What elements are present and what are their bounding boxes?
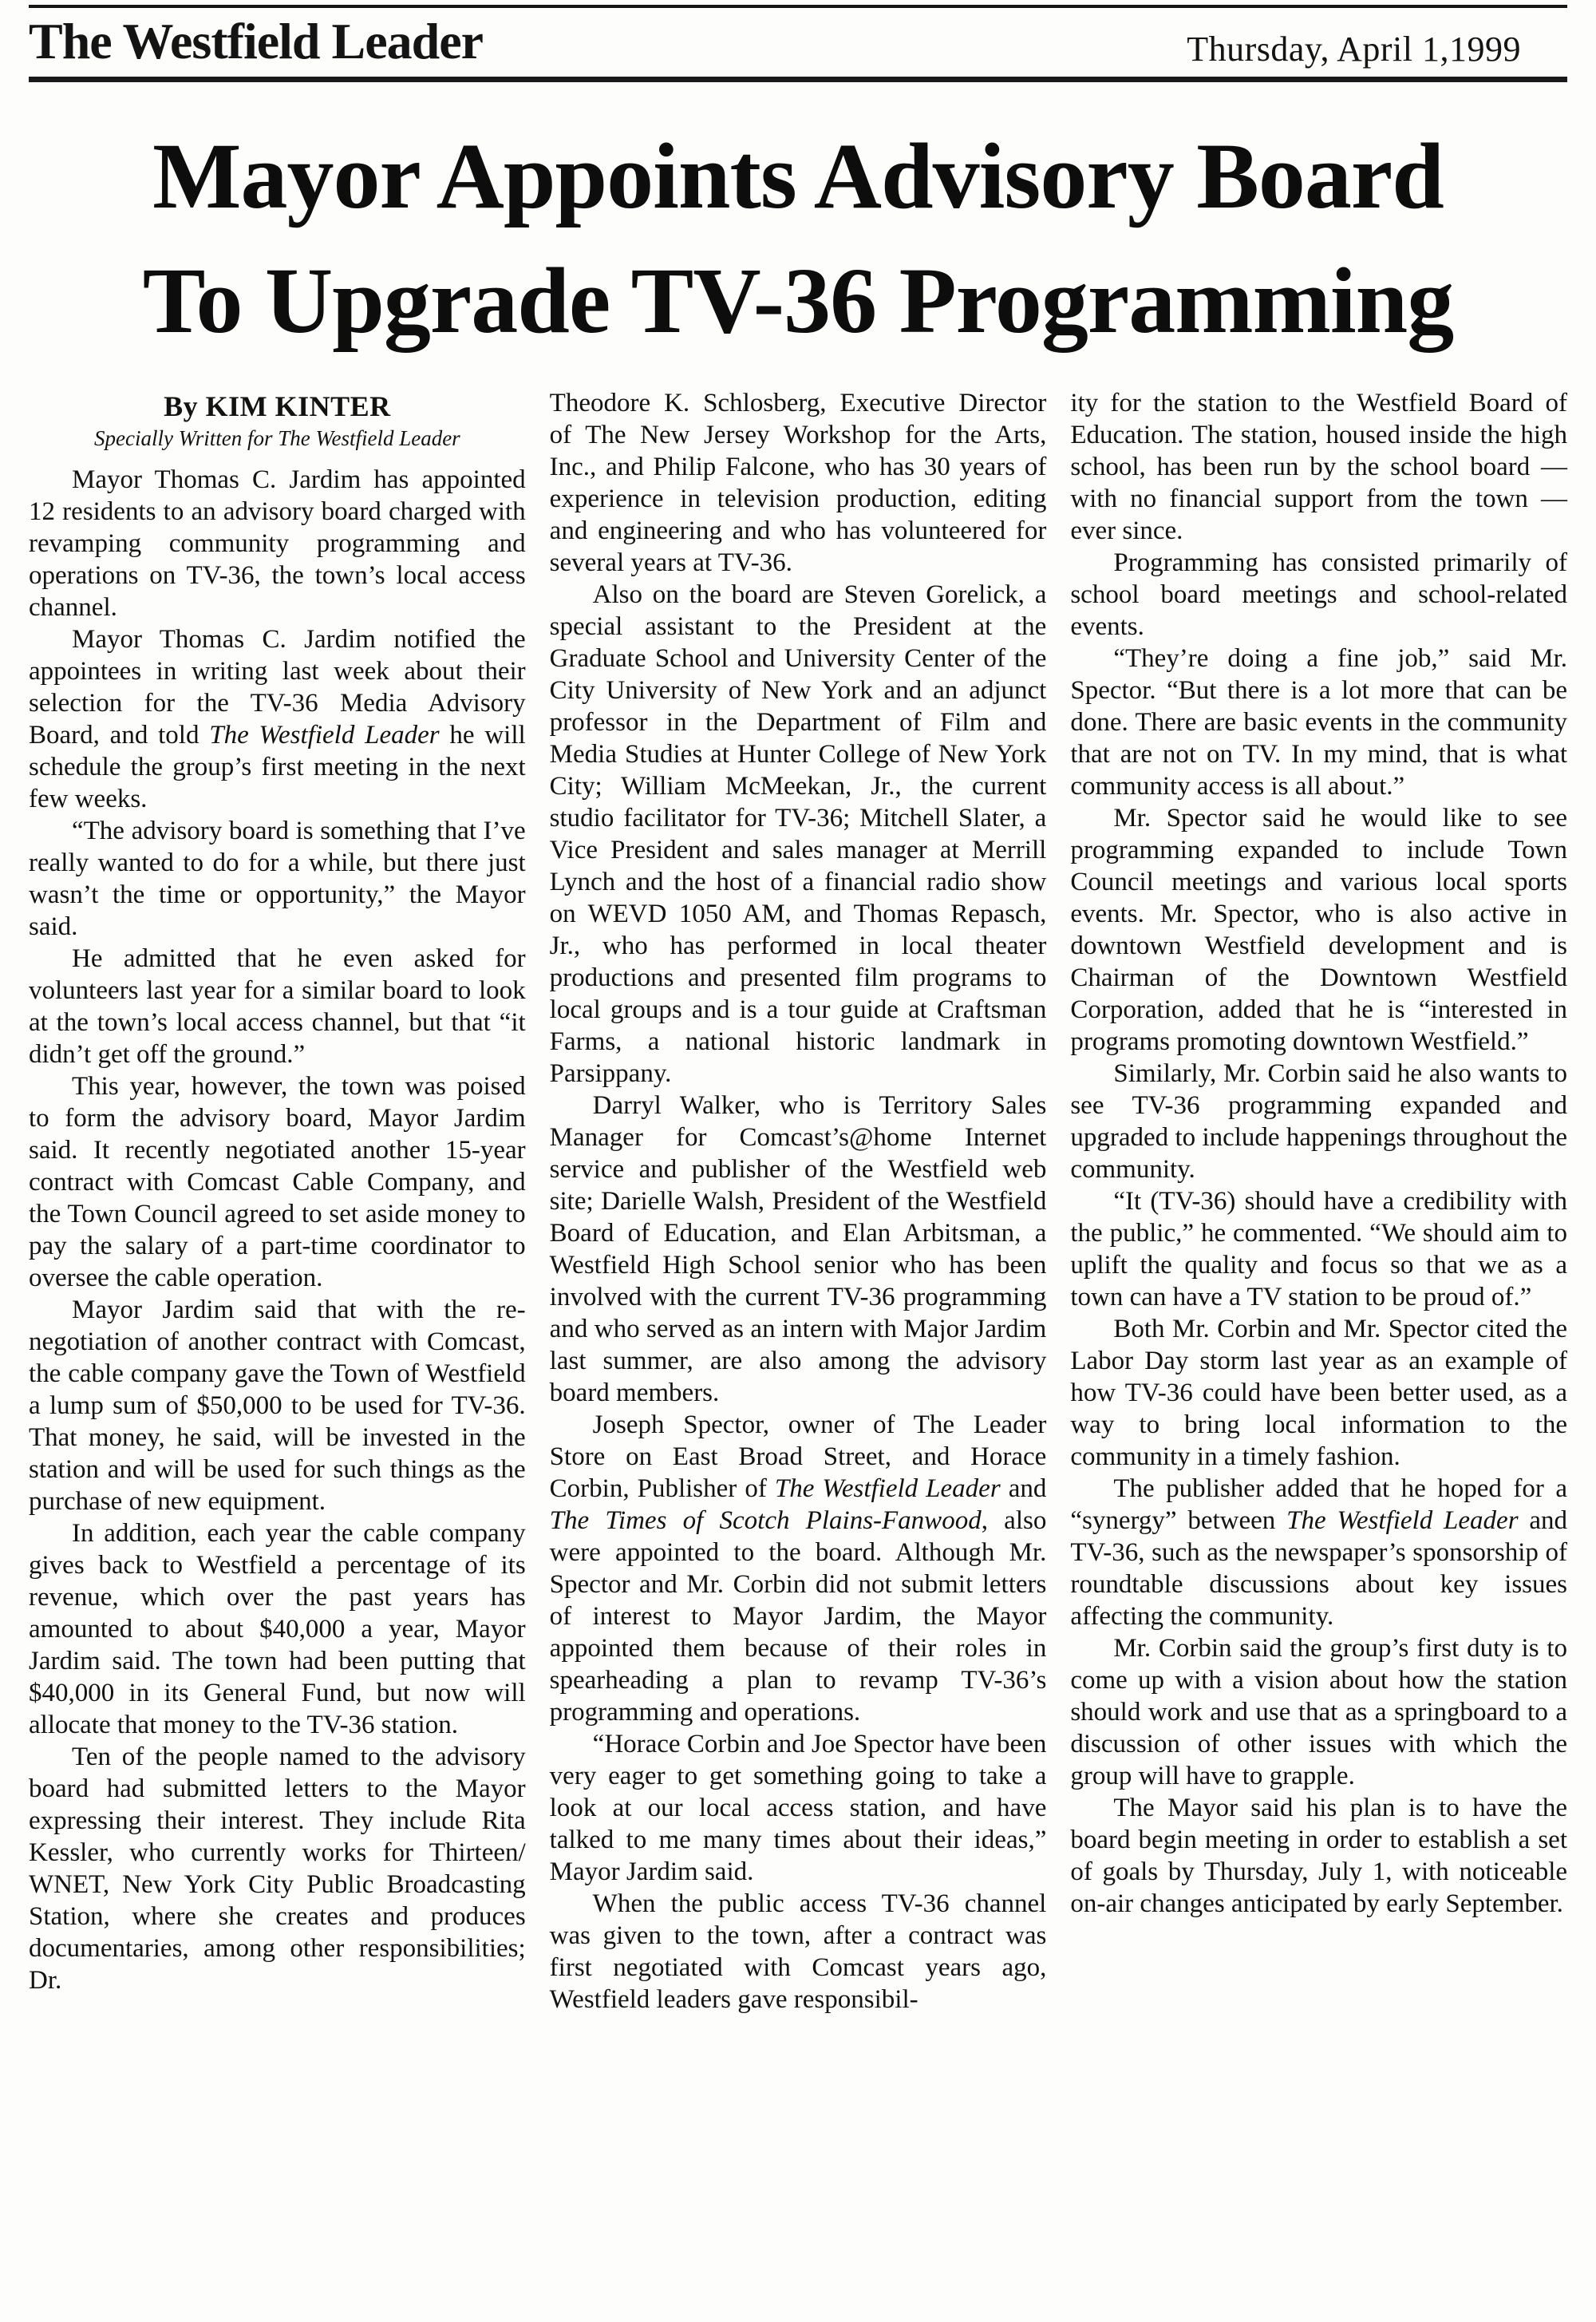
paragraph: The publisher added that he hoped for a “synergy” between The Westfield Leader and TV-36, such as the newspaper’s sponsorship of roundtable discussions about key issues affecting the community. [1070,1474,1568,1631]
paragraph: Theodore K. Schlosberg, Executive Director of The New Jersey Workshop for the Arts, Inc., and Philip Falcone, who has 30 years of experience in television production, editing and engineering and who has volunteered for several years at TV-36. [549,388,1047,577]
paragraph: Mr. Spector said he would like to see programming expanded to include Town Council meetings and various local sports events. Mr. Spector, who is also active in downtown Westfield development and is Chairman of the Downtown Westfield Corporation, added that he is “interested in programs promoting downtown Westfield.” [1070,803,1568,1056]
paragraph: Mayor Thomas C. Jardim notified the appointees in writing last week about their selection for the TV-36 Media Advisory Board, and told The Westfield Leader he will schedule the group’s first meeting in the next few weeks. [29,624,526,813]
paragraph: Mr. Corbin said the group’s first duty is to come up with a vision about how the station should work and use that as a springboard to a discussion of other issues with which the group will have to grapple. [1070,1633,1568,1790]
headline [29,114,1567,363]
paragraph: “They’re doing a fine job,” said Mr. Spector. “But there is a lot more that can be done. There are basic events in the community that are not on TV. In my mind, that is what community access is all about.” [1070,643,1568,801]
paragraph: Darryl Walker, who is Territory Sales Manager for Comcast’s@home Internet service and publisher of the Westfield web site; Darielle Walsh, President of the Westfield Board of Education, and Elan Arbitsman, a Westfield High School senior who has been involved with the current TV-36 programming and who served as an intern with Major Jardim last summer, are also among the advisory board members. [549,1090,1047,1407]
paragraph: In addition, each year the cable company gives back to Westfield a percentage of its revenue, which over the past years has amounted to about $40,000 a year, Mayor Jardim said. The town had been putting that $40,000 in its General Fund, but now will allocate that money to the TV-36 station. [29,1518,526,1739]
paragraph: Mayor Jardim said that with the re-negotiation of another contract with Comcast, the cable company gave the Town of Westfield a lump sum of $50,000 to be used for TV-36. That money, he said, will be invested in the station and will be used for such things as the purchase of new equipment. [29,1295,526,1516]
paragraph: Mayor Thomas C. Jardim has appointed 12 residents to an advisory board charged with revamping community programming and operations on TV-36, the town’s local access channel. [29,465,526,622]
paragraph: When the public access TV-36 channel was given to the town, after a contract was first negotiated with Comcast years ago, Westfield leaders gave responsibil- [549,1889,1047,2014]
article-column-1 [29,387,526,2015]
paragraph: “The advisory board is something that I’ve really wanted to do for a while, but there just wasn’t the time or opportunity,” the Mayor said. [29,816,526,941]
masthead [29,8,1567,82]
byline-author: By KIM KINTER [164,390,391,422]
byline-credit: Specially Written for The Westfield Leader [93,425,460,450]
paragraph: Programming has consisted primarily of school board meetings and school-related events. [1070,548,1568,641]
paragraph: This year, however, the town was poised to form the advisory board, Mayor Jardim said. It recently negotiated another 15-year contract with Comcast Cable Company, and the Town Council agreed to set aside money to pay the salary of a part-time coordinator to oversee the cable operation. [29,1071,526,1292]
headline-line-2: To Upgrade TV-36 Programming [142,247,1454,353]
paragraph: ity for the station to the Westfield Board of Education. The station, housed inside the high school, has been run by the school board — with no financial support from the town — ever since. [1070,388,1568,545]
paragraph: The Mayor said his plan is to have the board begin meeting in order to establish a set of goals by Thursday, July 1, with noticeable on-air changes anticipated by early September. [1070,1793,1568,1918]
paragraph: Also on the board are Steven Gorelick, a special assistant to the President at the Graduate School and University Center of the City University of New York and an adjunct professor in the Department of Film and Media Studies at Hunter College of New York City; William McMeekan, Jr., the current studio facilitator for TV-36; Mitchell Slater, a Vice President and sales manager at Merrill Lynch and the host of a financial radio show on WEVD 1050 AM, and Thomas Repasch, Jr., who has performed in local theater productions and presented film programs to local groups and is a tour guide at Craftsman Farms, a national historic landmark in Parsippany. [549,580,1047,1088]
article-body [29,387,1567,2015]
byline [29,390,526,451]
paragraph: “Horace Corbin and Joe Spector have been very eager to get something going to take a look at our local access station, and have talked to me many times about their ideas,” Mayor Jardim said. [549,1729,1047,1886]
paragraph: Both Mr. Corbin and Mr. Spector cited the Labor Day storm last year as an example of how TV-36 could have been better used, as a way to bring local information to the community in a timely fashion. [1070,1314,1568,1471]
paragraph: Joseph Spector, owner of The Leader Store on East Broad Street, and Horace Corbin, Publisher of The Westfield Leader and The Times of Scotch Plains-Fanwood, also were appointed to the board. Although Mr. Spector and Mr. Corbin did not submit letters of interest to Mayor Jardim, the Mayor appointed them because of their roles in spearheading a plan to revamp TV-36’s programming and operations. [549,1410,1047,1727]
paper-name: The Westfield Leader [29,13,483,69]
article-column-2 [550,387,1047,2015]
headline-line-1: Mayor Appoints Advisory Board [152,124,1444,228]
article-column-3 [1070,387,1567,2015]
issue-date: Thursday, April 1,1999 [1187,30,1521,69]
paragraph: Similarly, Mr. Corbin said he also wants to see TV-36 programming expanded and upgraded to include happenings throughout the community. [1070,1058,1568,1184]
paragraph: Ten of the people named to the advisory board had submitted letters to the Mayor expressing their interest. They include Rita Kessler, who currently works for Thirteen/ WNET, New York City Public Broadcasting Station, where she creates and produces documentaries, among other responsibilities; Dr. [29,1742,526,1995]
paragraph: “It (TV-36) should have a credibility with the public,” he commented. “We should aim to uplift the quality and focus so that we as a town can have a TV station to be proud of.” [1070,1186,1568,1311]
paragraph: He admitted that he even asked for volunteers last year for a similar board to look at the town’s local access channel, but that “it didn’t get off the ground.” [29,943,526,1069]
